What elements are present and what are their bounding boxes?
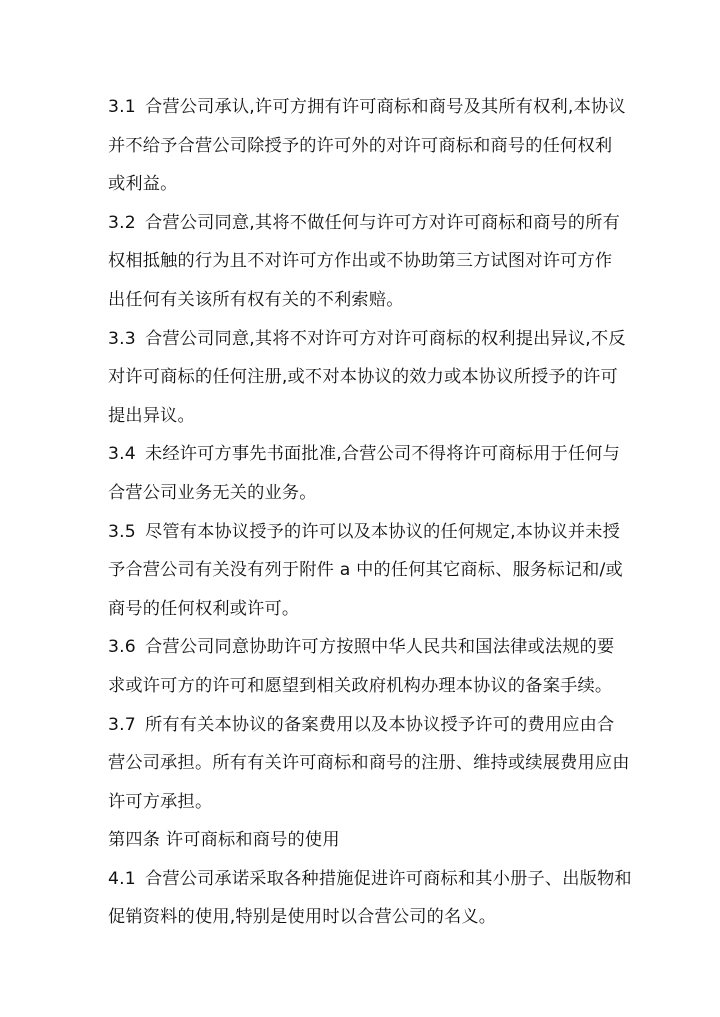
clause-number: 3.3 (108, 328, 136, 349)
text-line (108, 667, 615, 706)
text-line (108, 706, 615, 745)
line-text: 出任何有关该所有权有关的不利索赔。 (108, 289, 404, 310)
text-line (108, 165, 615, 204)
line-text: 营公司承担。所有有关许可商标和商号的注册、维持或续展费用应由 (108, 753, 630, 774)
clause-3-7 (108, 706, 630, 822)
clause-number: 3.6 (108, 637, 136, 658)
clause-number: 3.1 (108, 97, 136, 117)
text-line (108, 860, 632, 899)
clause-3-6 (108, 628, 615, 705)
line-text: 合营公司同意,其将不对许可方对许可商标的权利提出异议,不反 (144, 328, 626, 349)
text-line (108, 320, 626, 359)
line-text: 合营公司业务无关的业务。 (108, 482, 317, 503)
clause-4-1 (108, 860, 632, 937)
text-line (108, 242, 615, 281)
line-text: 对许可商标的任何注册,或不对本协议的效力或本协议所授予的许可 (108, 367, 618, 388)
line-text: 或利益。 (108, 174, 178, 195)
clause-number: 3.2 (108, 212, 136, 233)
text-line (108, 744, 630, 783)
text-line (108, 127, 615, 166)
clause-number: 4.1 (108, 868, 136, 889)
text-line (108, 281, 615, 320)
line-text: 合营公司承认,许可方拥有许可商标和商号及其所有权利,本协议 (144, 97, 626, 117)
line-text: 提出异议。 (108, 405, 195, 426)
line-text: 并不给予合营公司除授予的许可外的对许可商标和商号的任何权利 (108, 135, 613, 156)
clause-number: 3.4 (108, 444, 136, 465)
line-text: 促销资料的使用,特别是使用时以合营公司的名义。 (108, 907, 497, 928)
text-line (108, 551, 623, 590)
line-text: 求或许可方的许可和愿望到相关政府机构办理本协议的备案手续。 (108, 675, 613, 696)
clause-number: 3.7 (108, 714, 136, 735)
document-page (108, 88, 632, 937)
clause-3-3 (108, 320, 626, 436)
text-line (108, 898, 615, 937)
text-line (108, 397, 615, 436)
clause-number: 3.5 (108, 521, 136, 542)
clause-3-4 (108, 435, 621, 512)
text-line (108, 88, 626, 127)
line-text: 第四条 许可商标和商号的使用 (108, 830, 340, 851)
line-text: 权相抵触的行为且不对许可方作出或不协助第三方试图对许可方作 (108, 251, 613, 272)
line-text: 尽管有本协议授予的许可以及本协议的任何规定,本协议并未授 (144, 521, 621, 542)
text-line (108, 590, 615, 629)
line-text: 商号的任何权利或许可。 (108, 598, 300, 619)
line-text: 许可方承担。 (108, 791, 213, 812)
line-text: 未经许可方事先书面批准,合营公司不得将许可商标用于任何与 (144, 444, 621, 465)
text-line (108, 783, 615, 822)
text-line (108, 474, 615, 513)
line-text: 合营公司承诺采取各种措施促进许可商标和其小册子、出版物和 (144, 868, 632, 889)
text-line (108, 513, 621, 552)
text-line (108, 821, 615, 860)
text-line (108, 204, 621, 243)
clause-3-1 (108, 88, 626, 204)
clause-3-2 (108, 204, 621, 320)
clause-3-5 (108, 513, 623, 629)
line-text: 所有有关本协议的备案费用以及本协议授予许可的费用应由合 (144, 714, 615, 735)
text-line (108, 628, 615, 667)
text-line (108, 358, 618, 397)
line-text: 予合营公司有关没有列于附件 a 中的任何其它商标、服务标记和/或 (108, 560, 623, 581)
article-heading (108, 821, 615, 860)
line-text: 合营公司同意,其将不做任何与许可方对许可商标和商号的所有 (144, 212, 621, 233)
text-line (108, 435, 621, 474)
line-text: 合营公司同意协助许可方按照中华人民共和国法律或法规的要 (144, 637, 615, 658)
